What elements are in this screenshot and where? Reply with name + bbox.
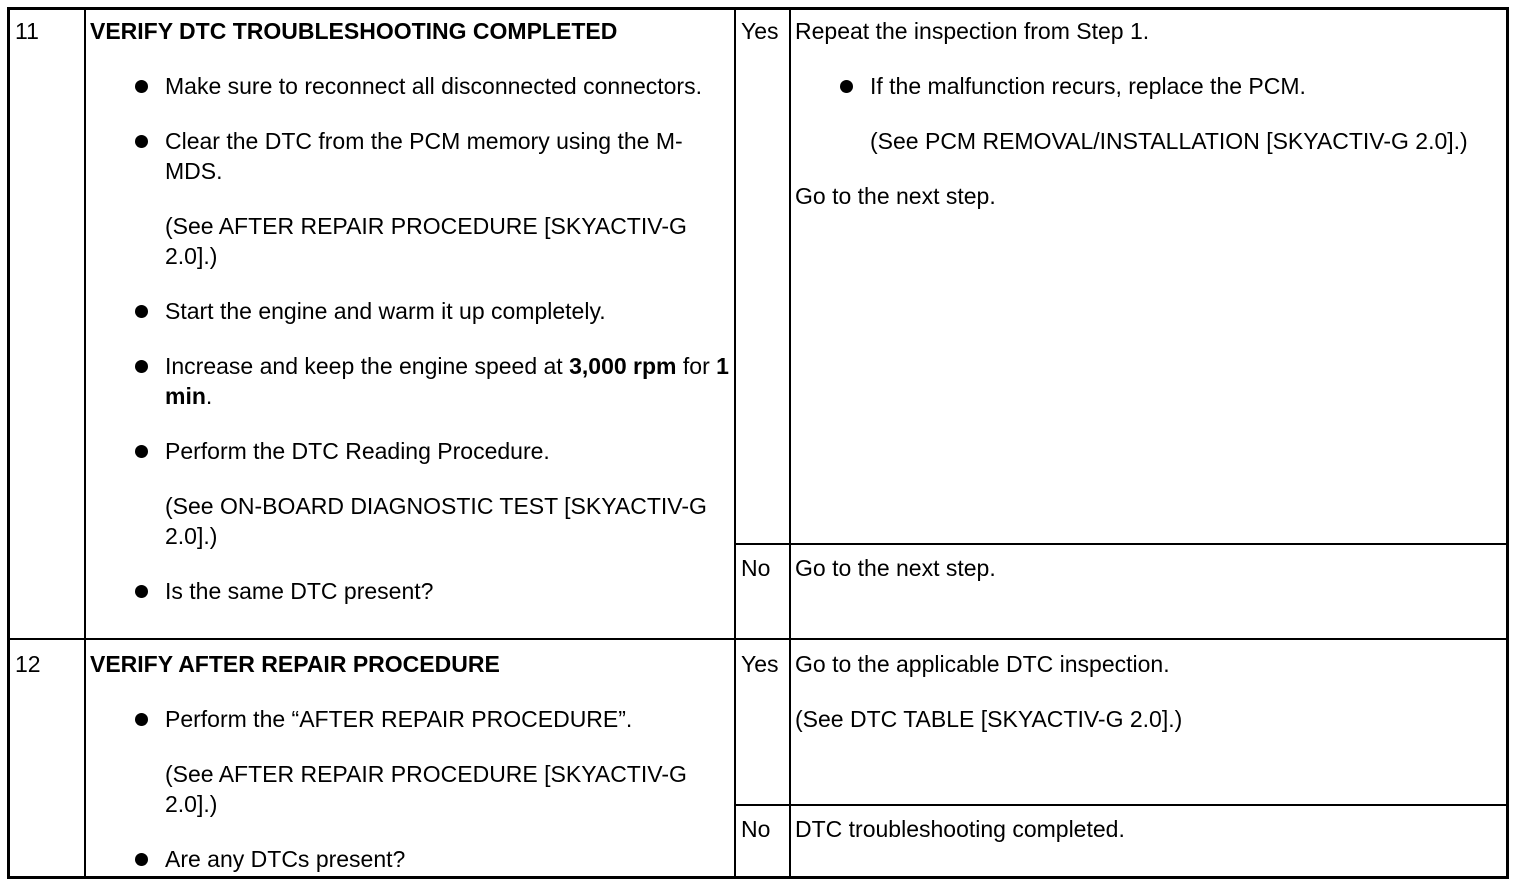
- bullet-dot-icon: [135, 305, 148, 318]
- step-procedure: [90, 16, 730, 606]
- no-result: Go to the next step.: [795, 555, 996, 581]
- step-title: VERIFY AFTER REPAIR PROCEDURE: [90, 651, 500, 677]
- bullet-text: Are any DTCs present?: [165, 846, 406, 872]
- bullet-dot-icon: [135, 585, 148, 598]
- duration-value: 1 min: [165, 353, 729, 409]
- bullet-text: Start the engine and warm it up completely.: [165, 298, 606, 324]
- bullet-dot-icon: [135, 80, 148, 93]
- bullet-dot-icon: [135, 135, 148, 148]
- bullet-dot-icon: [840, 80, 853, 93]
- step-number: 12: [15, 651, 41, 677]
- result-text: Go to the next step.: [795, 183, 996, 209]
- no-label: No: [741, 816, 771, 842]
- reference-text: (See AFTER REPAIR PROCEDURE [SKYACTIV-G 2.0].): [165, 761, 687, 817]
- bullet-text: Clear the DTC from the PCM memory using the M-MDS.: [165, 128, 683, 184]
- bullet-text: Perform the DTC Reading Procedure.: [165, 438, 550, 464]
- procedure-bullet: [90, 71, 730, 101]
- bullet-text: Perform the “AFTER REPAIR PROCEDURE”.: [165, 706, 633, 732]
- troubleshooting-table: [7, 7, 1509, 879]
- procedure-bullet: [90, 126, 730, 186]
- column-divider-1: [84, 10, 86, 876]
- reference-text: (See ON-BOARD DIAGNOSTIC TEST [SKYACTIV-G 2.0].): [165, 493, 707, 549]
- bullet-text: If the malfunction recurs, replace the PCM.: [870, 73, 1306, 99]
- result-text: Go to the applicable DTC inspection.: [795, 651, 1170, 677]
- yes-label: Yes: [741, 651, 779, 677]
- no-result: DTC troubleshooting completed.: [795, 816, 1125, 842]
- procedure-bullet: [90, 704, 730, 734]
- procedure-bullet: [90, 296, 730, 326]
- column-divider-3: [789, 10, 791, 876]
- bullet-text-part: Increase and keep the engine speed at: [165, 353, 570, 379]
- row-divider-step12-yes-no: [734, 804, 1506, 806]
- bullet-dot-icon: [135, 360, 148, 373]
- yes-result: [795, 649, 1495, 734]
- step-procedure: [90, 649, 730, 874]
- bullet-text: Make sure to reconnect all disconnected connectors.: [165, 73, 702, 99]
- engine-speed-value: 3,000 rpm: [569, 353, 677, 379]
- bullet-text: Is the same DTC present?: [165, 578, 434, 604]
- result-bullet: [795, 71, 1495, 101]
- bullet-dot-icon: [135, 713, 148, 726]
- reference-text: (See DTC TABLE [SKYACTIV-G 2.0].): [795, 706, 1183, 732]
- yes-result: [795, 16, 1495, 211]
- no-label: No: [741, 555, 771, 581]
- row-divider-steps: [10, 638, 1506, 640]
- step-title: VERIFY DTC TROUBLESHOOTING COMPLETED: [90, 18, 618, 44]
- bullet-dot-icon: [135, 853, 148, 866]
- yes-label: Yes: [741, 18, 779, 44]
- column-divider-2: [734, 10, 736, 876]
- step-number: 11: [15, 18, 39, 44]
- procedure-bullet: [90, 351, 730, 411]
- procedure-bullet: [90, 576, 730, 606]
- reference-text: (See AFTER REPAIR PROCEDURE [SKYACTIV-G 2.0].): [165, 213, 687, 269]
- row-divider-step11-yes-no: [734, 543, 1506, 545]
- reference-text: (See PCM REMOVAL/INSTALLATION [SKYACTIV-G 2.0].): [870, 128, 1468, 154]
- bullet-text-part: for: [676, 353, 717, 379]
- bullet-text-part: .: [205, 383, 213, 409]
- bullet-dot-icon: [135, 445, 148, 458]
- result-text: Repeat the inspection from Step 1.: [795, 18, 1150, 44]
- procedure-bullet: [90, 436, 730, 466]
- procedure-bullet: [90, 844, 730, 874]
